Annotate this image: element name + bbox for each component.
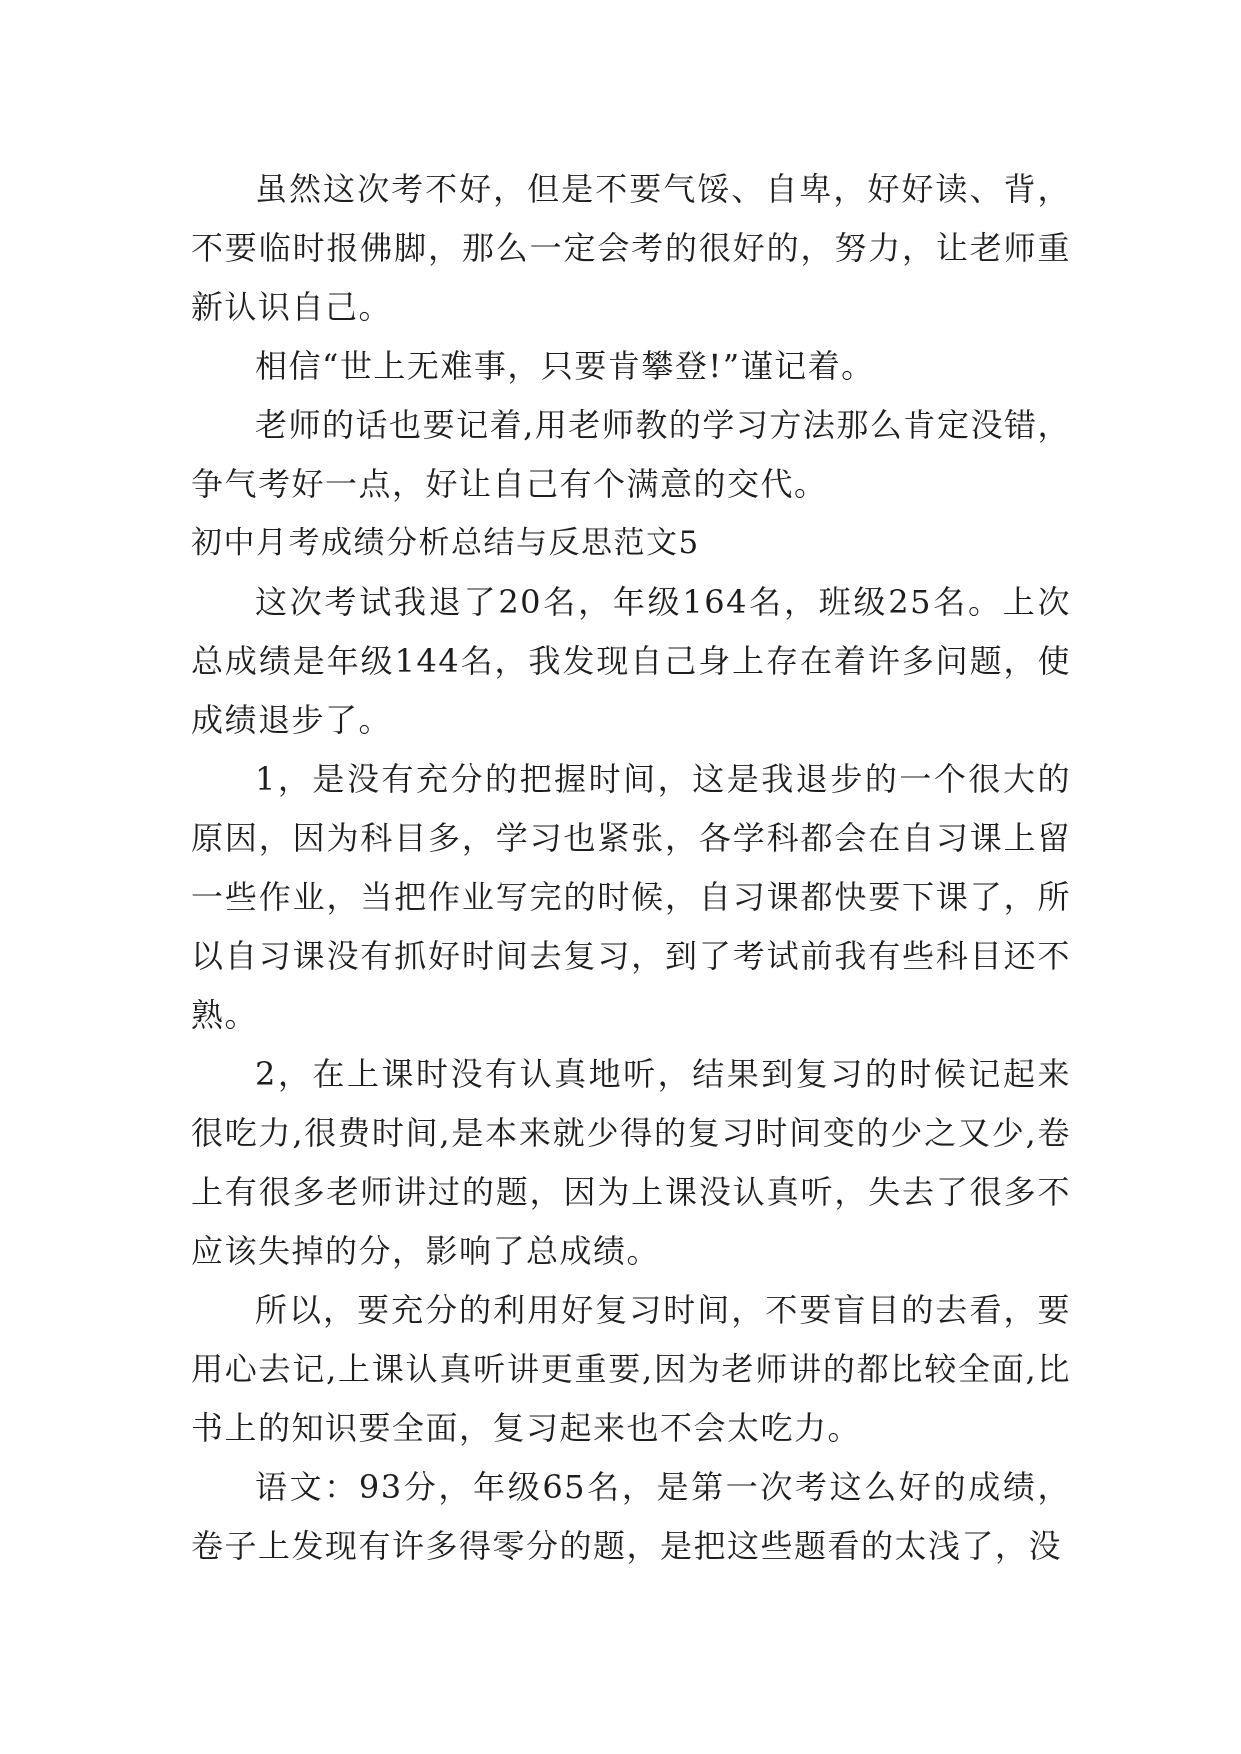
- paragraph-motto: 相信“世上无难事，只要肯攀登!”谨记着。: [255, 347, 875, 385]
- paragraph-point-2: 2，在上课时没有认真地听，结果到复习的时候记起来很吃力,很费时间,是本来就少得的复习时间变的少之又少,卷上有很多老师讲过的题，因为上课没认真听，失去了很多不应该失掉的分，影响了总成绩。: [191, 1055, 1071, 1270]
- paragraph-encouragement: 虽然这次考不好，但是不要气馁、自卑，好好读、背，不要临时报佛脚，那么一定会考的很好的，努力，让老师重新认识自己。: [191, 170, 1071, 326]
- paragraph-chinese-subject: 语文：93分，年级65名，是第一次考这么好的成绩，卷子上发现有许多得零分的题，是把这些题看的太浅了，没: [191, 1468, 1071, 1565]
- paragraph-point-1: 1，是没有充分的把握时间，这是我退步的一个很大的原因，因为科目多，学习也紧张，各学科都会在自习课上留一些作业，当把作业写完的时候，自习课都快要下课了，所以自习课没有抓好时间去复习，到了考试前我有些科目还不熟。: [191, 760, 1071, 1034]
- document-body: [191, 160, 1071, 1576]
- paragraph-teacher-advice: 老师的话也要记着,用老师教的学习方法那么肯定没错，争气考好一点，好让自己有个满意的交代。: [191, 406, 1071, 503]
- section-heading: 初中月考成绩分析总结与反思范文5: [191, 525, 700, 561]
- paragraph-ranking: 这次考试我退了20名，年级164名，班级25名。上次总成绩是年级144名，我发现自己身上存在着许多问题，使成绩退步了。: [191, 583, 1071, 739]
- paragraph-conclusion: 所以，要充分的利用好复习时间，不要盲目的去看，要用心去记,上课认真听讲更重要,因为老师讲的都比较全面,比书上的知识要全面，复习起来也不会太吃力。: [191, 1291, 1071, 1447]
